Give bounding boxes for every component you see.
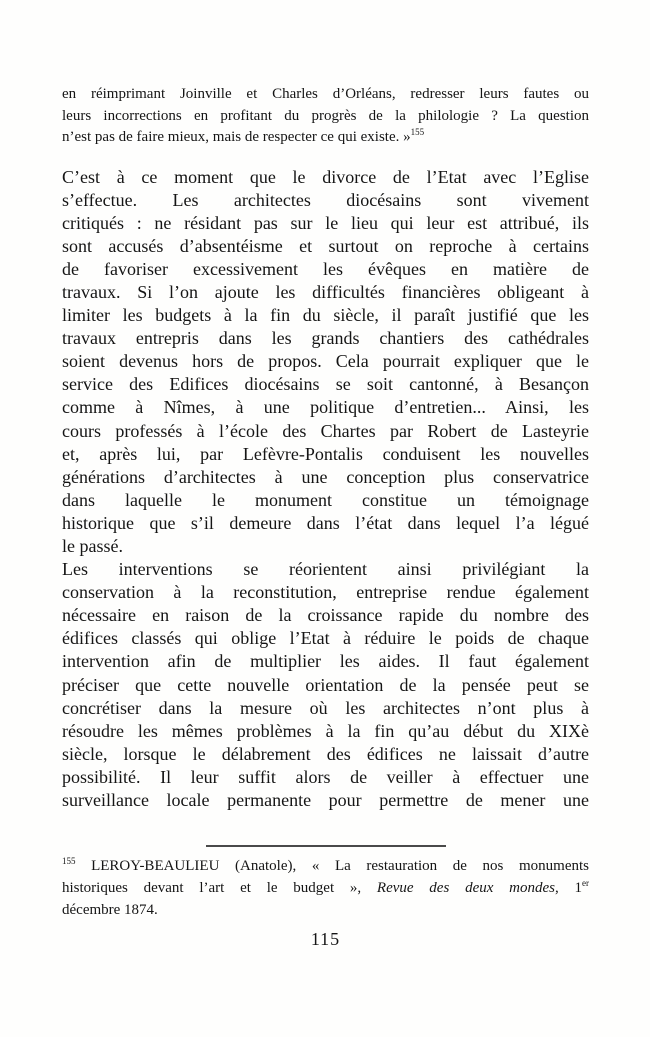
body-line: générations d’architectes à une conception plus conservatrice — [62, 466, 589, 487]
body-line: siècle, lorsque le délabrement des édifices ne laissait d’autre — [62, 743, 589, 764]
body-line-last: le passé. — [62, 536, 123, 556]
body-line: C’est à ce moment que le divorce de l’Etat avec l’Eglise — [62, 166, 589, 187]
body-line: soient devenus hors de propos. Cela pourrait expliquer que le — [62, 351, 589, 372]
ordinal-superscript: er — [582, 878, 590, 889]
body-line: et, après lui, par Lefèvre-Pontalis conduisent les nouvelles — [62, 443, 589, 464]
footnote-text: , 1 — [554, 880, 583, 897]
paragraph-1 — [62, 166, 589, 559]
footnote-text: LEROY-BEAULIEU (Anatole), « La restauration de nos monuments — [75, 858, 589, 875]
body-line: limiter les budgets à la fin du siècle, il paraît justifié que les — [62, 305, 589, 326]
page-content — [62, 84, 589, 950]
quote-line: en réimprimant Joinville et Charles d’Orléans, redresser leurs fautes ou — [62, 86, 589, 102]
body-line: sont accusés d’absentéisme et surtout on reproche à certains — [62, 235, 589, 256]
body-line: intervention afin de multiplier les aides. Il faut également — [62, 651, 589, 672]
footnote-text: historiques devant l’art et le budget », — [62, 880, 377, 897]
paragraph-2-lines — [62, 558, 589, 812]
body-line: service des Edifices diocésains se soit cantonné, à Besançon — [62, 374, 589, 395]
page-number: 115 — [310, 929, 341, 950]
footnote — [62, 855, 589, 921]
paragraph-2 — [62, 558, 589, 812]
quote-text: n’est pas de faire mieux, mais de respecter ce qui existe. » — [62, 129, 411, 145]
body-line: comme à Nîmes, à une politique d’entretien... Ainsi, les — [62, 397, 589, 418]
footnote-line-3: décembre 1874. — [62, 902, 158, 919]
body-line: surveillance locale permanente pour permettre de mener une — [62, 790, 589, 811]
footnote-journal-title: Revue des deux mondes — [376, 880, 555, 897]
paragraph-1-lines — [62, 166, 589, 536]
quote-lines — [62, 84, 589, 127]
body-line: critiqués : ne résidant pas sur le lieu qui leur est attribué, ils — [62, 212, 589, 233]
footnote-line-1 — [62, 855, 589, 877]
body-line: cours professés à l’école des Chartes par Robert de Lasteyrie — [62, 420, 589, 441]
quote-last-line — [62, 127, 589, 149]
body-line: Les interventions se réorientent ainsi privilégiant la — [62, 559, 589, 580]
body-line: résoudre les mêmes problèmes à la fin qu’au début du XIXè — [62, 720, 589, 741]
quote-line: leurs incorrections en profitant du progrès de la philologie ? La question — [62, 107, 589, 124]
body-line: possibilité. Il leur suffit alors de veiller à effectuer une — [62, 766, 589, 787]
body-line: s’effectue. Les architectes diocésains sont vivement — [62, 189, 589, 210]
body-line: concrétiser dans la mesure où les architectes n’ont plus à — [62, 697, 589, 718]
body-line: travaux entrepris dans les grands chantiers des cathédrales — [62, 328, 589, 349]
body-text — [62, 166, 589, 813]
body-line: de favoriser excessivement les évêques en matière de — [62, 258, 589, 279]
body-line: dans laquelle le monument constitue un témoignage — [62, 489, 589, 510]
footnote-separator — [206, 845, 446, 847]
footnote-line-2 — [62, 877, 589, 899]
body-line: historique que s’il demeure dans l’état dans lequel l’a légué — [62, 512, 589, 533]
body-line: nécessaire en raison de la croissance rapide du nombre des — [62, 605, 589, 626]
footnote-ref: 155 — [410, 127, 425, 137]
body-line: préciser que cette nouvelle orientation de la pensée peut se — [62, 674, 589, 695]
body-line: travaux. Si l’on ajoute les difficultés financières obligeant à — [62, 281, 589, 302]
block-quote — [62, 84, 589, 149]
body-line: conservation à la reconstitution, entreprise rendue également — [62, 582, 589, 603]
body-line: édifices classés qui oblige l’Etat à réduire le poids de chaque — [62, 628, 589, 649]
footnote-marker: 155 — [62, 856, 76, 867]
